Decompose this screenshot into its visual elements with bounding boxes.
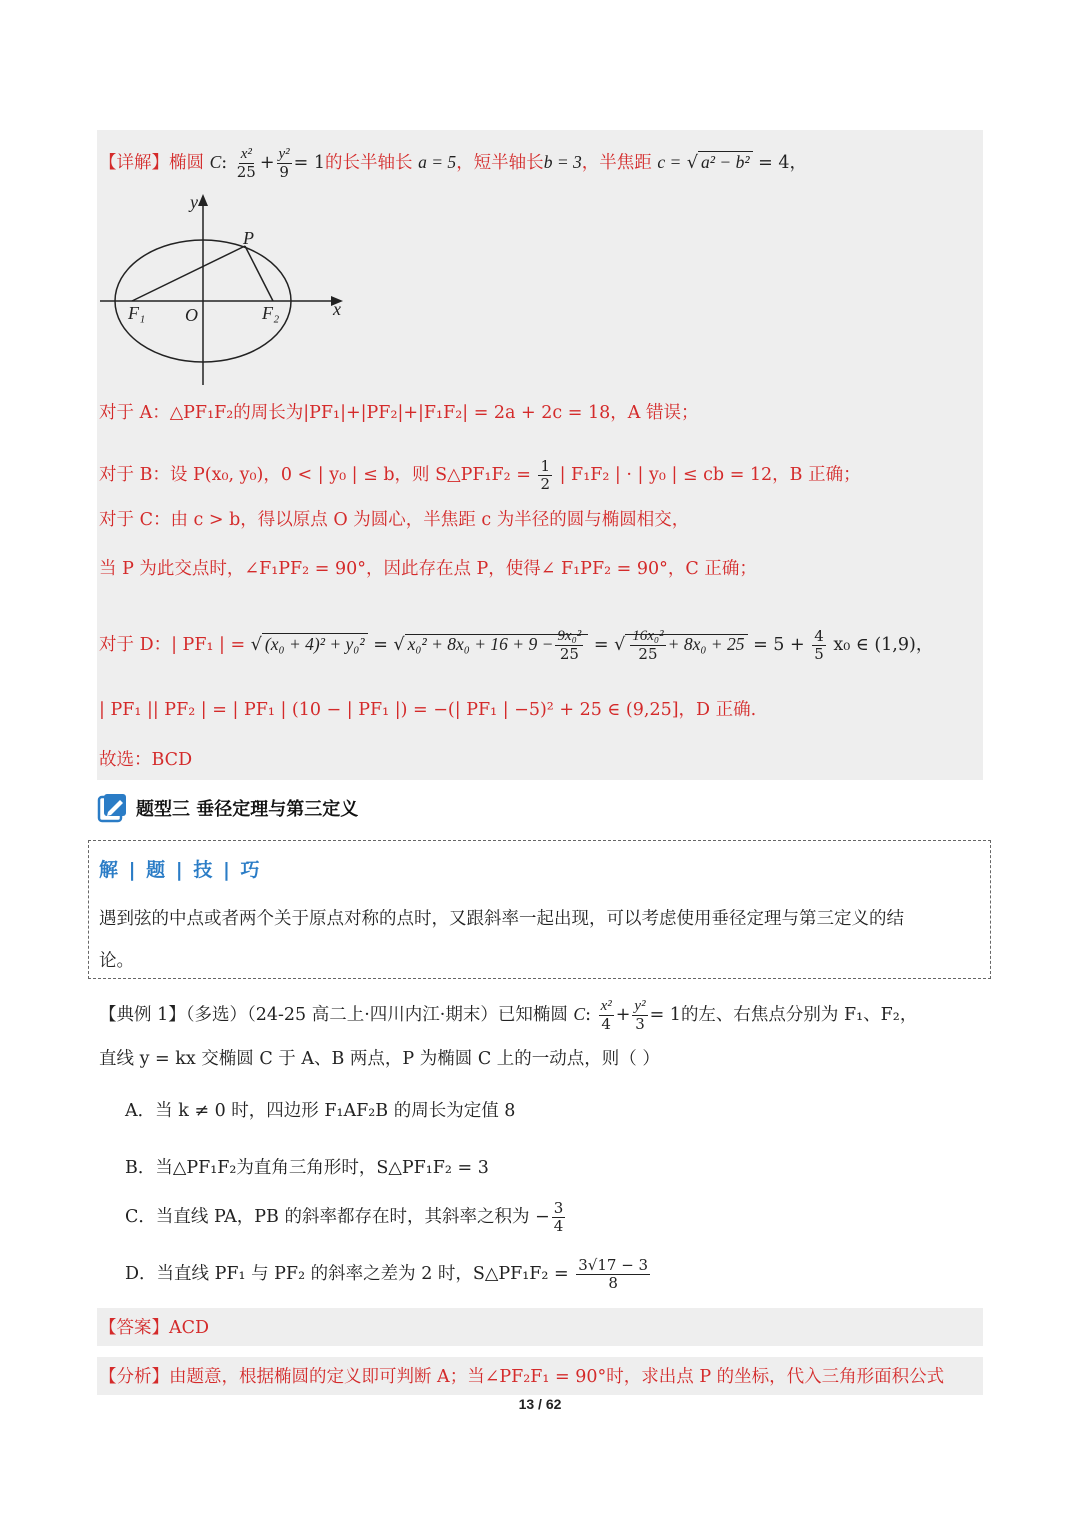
option-c-analysis-1: 对于 C：由 c > b，得以原点 O 为圆心，半焦距 c 为半径的圆与椭圆相交， [99, 510, 690, 530]
option-b: B．当△PF₁F₂为直角三角形时，S△PF₁F₂ = 3 [125, 1158, 489, 1178]
option-a-analysis: 对于 A：△PF₁F₂的周长为|PF₁|+|PF₂|+|F₁F₂| = 2a + 2c = 18，A 错误； [99, 403, 699, 423]
page-number: 13 / 62 [518, 1396, 562, 1412]
option-c-analysis-2: 当 P 为此交点时，∠F₁PF₂ = 90°，因此存在点 P，使得∠ F₁PF₂ = 90°，C 正确； [99, 559, 757, 579]
section-title: 题型三 垂径定理与第三定义 [136, 799, 359, 820]
section-heading [96, 790, 358, 826]
detail-label: 【详解】 [99, 153, 169, 173]
option-d-analysis-2: | PF₁ || PF₂ | = | PF₁ | (10 − | PF₁ |) = −(| PF₁ | −5)² + 25 ∈ (9,25]，D 正确. [99, 700, 757, 720]
example-line-2: 直线 y = kx 交椭圆 C 于 A、B 两点，P 为椭圆 C 上的一动点，则（ ） [99, 1049, 660, 1069]
option-d: D．当直线 PF₁ 与 PF₂ 的斜率之差为 2 时，S△PF₁F₂ = $\frac{3√17 - 3}{8}$ [125, 1256, 649, 1292]
answer-line: 【答案】ACD [99, 1318, 210, 1338]
analysis-line: 【分析】由题意，根据椭圆的定义即可判断 A；当∠PF₂F₁ = 90°时，求出点 P 的坐标，代入三角形面积公式 [99, 1367, 945, 1387]
detail-intro-line: 【详解】椭圆 C: $\frac{\text{x²}}{25}$ + $\frac{\text{y²}}{9}$ = 1的长半轴长 a = 5，短半轴长b = 3，半焦距 c = √ a² − b² = 4， [99, 146, 808, 181]
option-c: C．当直线 PA，PB 的斜率都存在时，其斜率之积为 − $\frac{3}{4}$ [125, 1199, 564, 1235]
label-f1: F₁ [128, 303, 146, 323]
fraction-x2-25: $\frac{\text{x²}}{25}$ [236, 146, 256, 181]
example-line-1: 【典例 1】（多选）（24-25 高二上·四川内江·期末）已知椭圆 C: $\frac{\text{x²}}{4}$ + $\frac{\text{y²}}{3}$ = 1的左、右焦点分别为 F₁、F₂， [99, 998, 918, 1033]
option-b-analysis: 对于 B：设 P(x₀, y₀)，0 < | y₀ | ≤ b，则 S△PF₁F₂ = $\frac{1}{2}$ | F₁F₂ | · | y₀ | ≤ cb = 12，B 正确； [99, 457, 861, 493]
label-y: y [190, 192, 198, 212]
option-d-analysis-1: 对于 D：| PF₁ | = √ (x₀ + 4)² + y₀² = √ x₀² + 8x₀ + 16 + 9 − $\frac{\text{9x₀²}}{25}$ = √ $\frac{\text{16x₀²}}{25}$ + 8x₀ + 25 = 5 + $\frac{4}{5}$ x₀ ∈ (1,9)， [99, 627, 934, 663]
label-f2: F₂ [262, 303, 280, 323]
option-a: A．当 k ≠ 0 时，四边形 F₁AF₂B 的周长为定值 8 [125, 1101, 516, 1121]
label-o: O [185, 305, 198, 325]
ellipse-figure [95, 188, 355, 388]
tip-text-line-1: 遇到弦的中点或者两个关于原点对称的点时，又跟斜率一起出现，可以考虑使用垂径定理与第三定义的结 [99, 909, 904, 929]
fraction-y2-9: $\frac{\text{y²}}{9}$ [278, 146, 290, 181]
pencil-note-icon [96, 792, 130, 824]
label-p: P [243, 228, 254, 248]
answer-bar [97, 1308, 983, 1346]
tip-text-line-2: 论。 [99, 951, 134, 971]
choose-line: 故选：BCD [99, 750, 193, 770]
segment-pf1 [132, 246, 245, 301]
tip-title: 解 | 题 | 技 | 巧 [99, 859, 262, 881]
y-axis-arrow [198, 194, 208, 206]
label-x: x [333, 299, 341, 319]
